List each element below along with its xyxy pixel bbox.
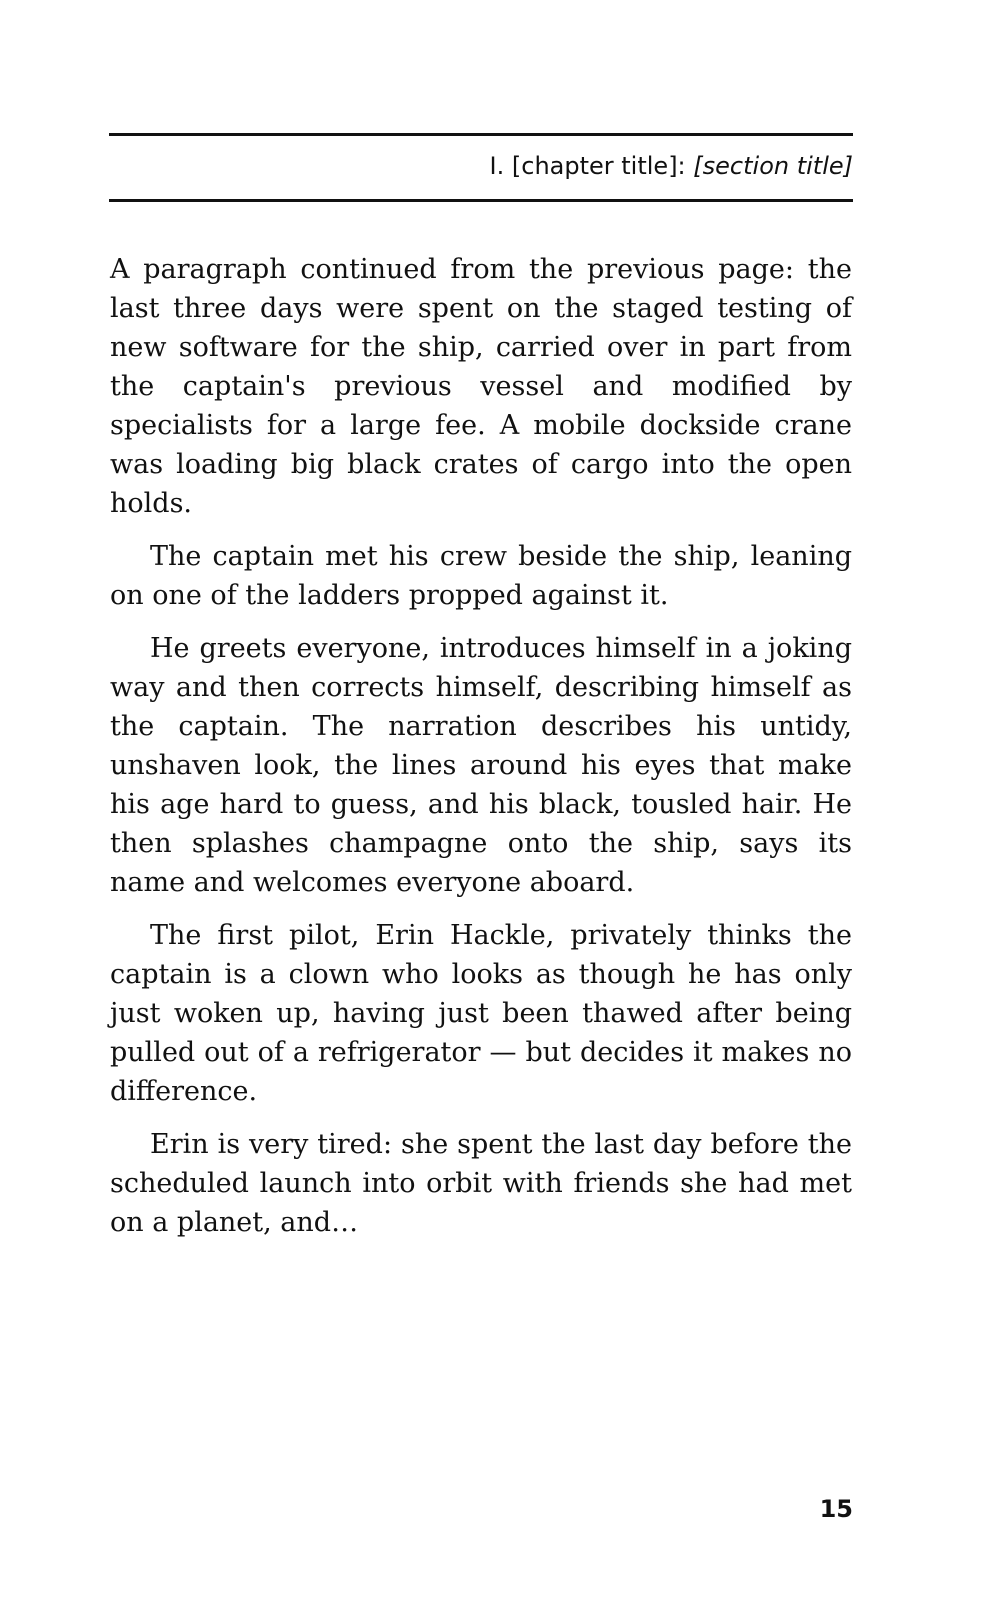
paragraph: The captain met his crew beside the ship, leaning on one of the ladders propped against it. [110, 541, 852, 611]
paragraph: He greets everyone, introduces himself in a joking way and then corrects himself, describing himself as the captain. The narration describes his untidy, unshaven look, the lines around his eyes that make his age hard to guess, and his black, tousled hair. He then splashes champagne onto the ship, says its name and welcomes everyone aboard. [110, 633, 852, 898]
header-bottom-rule [109, 199, 853, 202]
running-head-chapter: I. [chapter title]: [489, 152, 686, 180]
paragraph: A paragraph continued from the previous page: the last three days were spent on the staged testing of new software for the ship, carried over in part from the captain's previous vessel and modified by specialists for a large fee. A mobile dockside crane was loading big black crates of cargo into the open holds. [110, 254, 852, 519]
page-number: 15 [819, 1495, 853, 1523]
body-text [110, 250, 852, 1256]
paragraph: Erin is very tired: she spent the last day before the scheduled launch into orbit with friends she had met on a planet, and… [110, 1129, 852, 1238]
paragraph: The first pilot, Erin Hackle, privately thinks the captain is a clown who looks as though he has only just woken up, having just been thawed after being pulled out of a refrigerator — but decides it makes no difference. [110, 920, 852, 1107]
header-top-rule [109, 133, 853, 136]
running-head [490, 150, 853, 182]
running-head-section: [section title] [693, 152, 853, 180]
